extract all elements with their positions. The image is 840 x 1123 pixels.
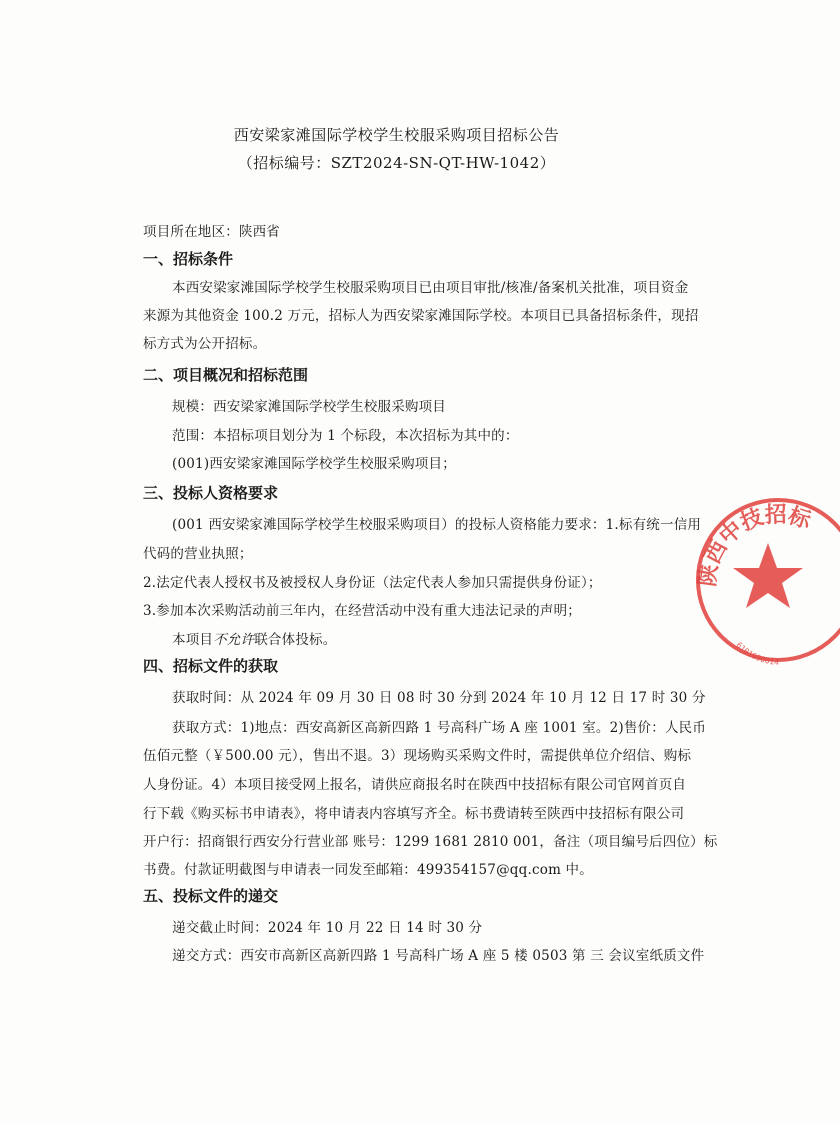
- section-4-heading: 四、招标文件的获取: [143, 657, 279, 675]
- section-2-line: 范围：本招标项目划分为 1 个标段，本次招标为其中的：: [172, 428, 519, 444]
- seal-number: 6101990014: [734, 640, 780, 667]
- project-region: 项目所在地区：陕西省: [143, 224, 280, 240]
- section-4-line: 获取方式：1)地点：西安高新区高新四路 1 号高科广场 A 座 1001 室。2)售价：人民币: [172, 720, 707, 736]
- section-3-heading: 三、投标人资格要求: [143, 484, 279, 502]
- joint-suffix: 联合体投标。: [254, 632, 337, 648]
- company-seal-stamp: [690, 488, 840, 673]
- section-4-line: 伍佰元整（￥500.00 元），售出不退。3）现场购买采购文件时，需提供单位介绍信、购标: [143, 748, 692, 764]
- section-5-heading: 五、投标文件的递交: [143, 887, 279, 905]
- section-5-line: 递交方式：西安市高新区高新四路 1 号高科广场 A 座 5 楼 0503 第 三 会议室纸质文件: [172, 948, 705, 964]
- seal-text: 陕西中技招标: [695, 502, 814, 589]
- section-4-line: 书费。付款证明截图与申请表一同发至邮箱：499354157@qq.com 中。: [143, 862, 593, 878]
- section-4-line: 人身份证。4）本项目接受网上报名，请供应商报名时在陕西中技招标有限公司官网首页自: [143, 777, 687, 793]
- tender-number: （招标编号：SZT2024-SN-QT-HW-1042）: [237, 154, 556, 172]
- joint-prefix: 本项目: [172, 632, 214, 648]
- section-3-line: 代码的营业执照；: [143, 546, 253, 562]
- section-2-line: (001)西安梁家滩国际学校学生校服采购项目；: [172, 456, 456, 472]
- section-1-line: 本西安梁家滩国际学校学生校服采购项目已由项目审批/核准/备案机关批准，项目资金: [172, 280, 689, 296]
- section-1-line: 来源为其他资金 100.2 万元，招标人为西安梁家滩国际学校。本项目已具备招标条件，现招: [143, 308, 699, 324]
- section-3-line: 2.法定代表人授权书及被授权人身份证（法定代表人参加只需提供身份证）；: [143, 575, 602, 591]
- section-2-line: 规模：西安梁家滩国际学校学生校服采购项目: [172, 399, 446, 415]
- section-1-heading: 一、招标条件: [143, 250, 234, 268]
- joint-bid-statement: [172, 628, 336, 648]
- section-3-line: 3.参加本次采购活动前三年内，在经营活动中没有重大违法记录的声明；: [143, 603, 581, 619]
- section-4-line: 行下载《购买标书申请表》，将申请表内容填写齐全。标书费请转至陕西中技招标有限公司: [143, 806, 685, 822]
- document-title: 西安梁家滩国际学校学生校服采购项目招标公告: [233, 126, 560, 144]
- section-1-line: 标方式为公开招标。: [143, 336, 267, 352]
- section-4-line: 获取时间：从 2024 年 09 月 30 日 08 时 30 分到 2024 年 10 月 12 日 17 时 30 分: [172, 690, 706, 706]
- section-5-line: 递交截止时间：2024 年 10 月 22 日 14 时 30 分: [172, 920, 483, 936]
- joint-emphasis: 不允许: [213, 632, 255, 648]
- section-2-heading: 二、项目概况和招标范围: [143, 366, 309, 384]
- section-4-line: 开户行：招商银行西安分行营业部 账号：1299 1681 2810 001，备注（项目编号后四位）标: [143, 834, 718, 850]
- seal-star-icon: [733, 543, 803, 608]
- section-3-line: (001 西安梁家滩国际学校学生校服采购项目）的投标人资格能力要求：1.标有统一信用: [172, 517, 702, 533]
